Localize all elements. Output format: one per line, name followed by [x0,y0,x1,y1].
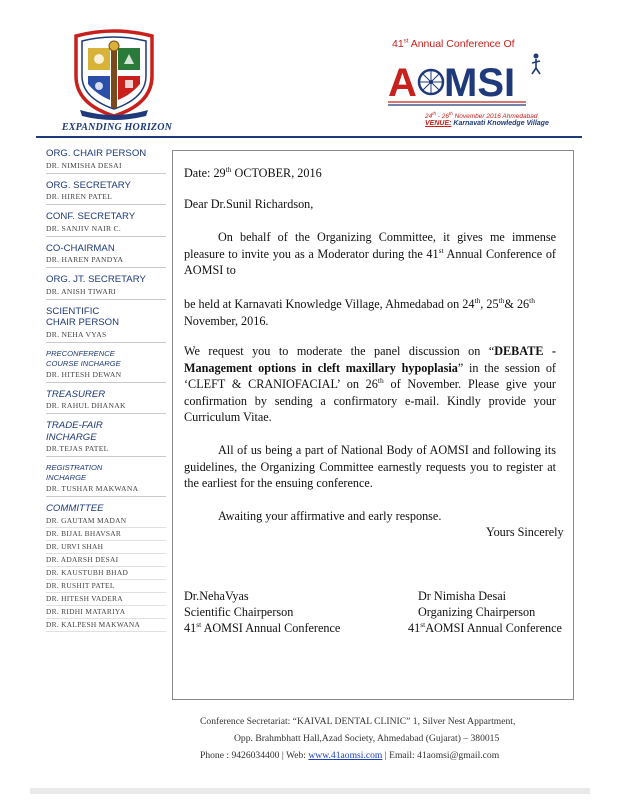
signatory-name: Dr.NehaVyas [184,589,249,603]
sidebar-section-committee: COMMITTEE DR. GAUTAM MADAN DR. BIJAL BHAVSAR DR. URVI SHAH DR. ADARSH DESAI DR. KAUSTUBH BHAD DR. RUSHIT PATEL DR. HITESH VADERA DR. RIDHI MATARIYA DR. KALPESH MAKWANA [46,503,166,632]
bottom-bar [30,788,590,794]
letter-paragraph-registration: All of us being a part of National Body of AOMSI and following its guidelines, the Organizing Committee earnestly requests you to register at the earliest for the ensuing conference. [184,443,556,490]
conference-venue: VENUE: Karnavati Knowledge Village [425,120,549,127]
aomsi-logo [386,52,546,110]
signature-block-right [408,588,562,636]
committee-member: DR. GAUTAM MADAN [46,515,166,528]
signatory-role: Organizing Chairperson [418,605,536,619]
logo-letters-msi: MSI [444,61,516,105]
committee-member: DR. URVI SHAH [46,541,166,554]
letter-salutation: Dear Dr.Sunil Richardson, [184,197,314,211]
signatory-conference: 41st AOMSI Annual Conference [184,619,341,635]
committee-member: DR. KAUSTUBH BHAD [46,567,166,580]
committee-member: DR. RUSHIT PATEL [46,580,166,593]
conference-title: 41st Annual Conference Of [392,38,515,50]
committee-member: DR. ADARSH DESAI [46,554,166,567]
sidebar-section-conf-secretary: CONF. SECRETARY DR. SANJIV NAIR C. [46,211,166,237]
letter-paragraph-request: We request you to moderate the panel discussion on “DEBATE - Management options in cleft maxillary hypoplasia” in the session of ‘CLEFT & CRANIOFACIAL’ on 26th of November. Please give your confirmation by sending a confirmatory e-mail. Kindly provide your Curriculum Vitae. [184,344,556,424]
letter-closing: Yours Sincerely [486,525,564,539]
committee-member: DR. BIJAL BHAVSAR [46,528,166,541]
header-divider [36,136,582,138]
sidebar-section-treasurer: TREASURER DR. RAHUL DHANAK [46,389,166,415]
sidebar-section-org-jt-secretary: ORG. JT. SECRETARY DR. ANISH TIWARI [46,274,166,300]
committee-sidebar [46,148,166,638]
debate-topic: DEBATE - Management options in cleft maxillary hypoplasia [184,344,556,375]
footer-address-line1: Conference Secretariat: “KAIVAL DENTAL CLINIC” 1, Silver Nest Appartment, [200,716,516,727]
sidebar-section-scientific-chair: SCIENTIFIC CHAIR PERSON DR. NEHA VYAS [46,306,166,343]
sidebar-section-preconference: PRECONFERENCE COURSE INCHARGE DR. HITESH DEWAN [46,349,166,383]
sidebar-section-org-secretary: ORG. SECRETARY DR. HIREN PATEL [46,180,166,206]
committee-member: DR. HITESH VADERA [46,593,166,606]
sidebar-section-registration: REGISTRATION INCHARGE DR. TUSHAR MAKWANA [46,463,166,497]
letter-awaiting: Awaiting your affirmative and early response. [218,509,442,523]
letter-paragraph-venue: be held at Karnavati Knowledge Village, Ahmedabad on 24th, 25th& 26th November, 2016. [184,295,535,328]
committee-member: DR. KALPESH MAKWANA [46,619,166,632]
tagline: EXPANDING HORIZON [61,122,173,133]
sidebar-section-co-chairman: CO-CHAIRMAN DR. HAREN PANDYA [46,243,166,269]
wheel-icon [419,70,443,94]
sidebar-section-org-chair: ORG. CHAIR PERSON DR. NIMISHA DESAI [46,148,166,174]
website-link[interactable]: www.41aomsi.com [308,750,383,761]
letter-paragraph-invitation: On behalf of the Organizing Committee, it gives me immense pleasure to invite you as a Moderator during the 41st Annual Conference of AOMSI to [184,230,556,277]
organizing-crest-logo [66,24,162,120]
committee-member: DR. RIDHI MATARIYA [46,606,166,619]
conference-dates: 24th - 26th November 2016 Ahmedabad [425,111,538,121]
signature-block-left [184,588,340,636]
letter-date: Date: 29th OCTOBER, 2016 [184,164,322,180]
figure-icon [532,54,540,75]
signatory-name: Dr Nimisha Desai [418,589,507,603]
footer-address-line2: Opp. Brahmbhatt Hall,Azad Society, Ahmedabad (Gujarat) – 380015 [234,733,500,744]
sidebar-section-trade-fair: TRADE-FAIR INCHARGE DR.TEJAS PATEL [46,420,166,457]
footer-contact: Phone : 9426034400 | Web: www.41aomsi.com | Email: 41aomsi@gmail.com [200,750,500,761]
logo-letter-a: A [388,61,417,105]
signatory-role: Scientific Chairperson [184,605,294,619]
signatory-conference: 41stAOMSI Annual Conference [408,619,562,635]
